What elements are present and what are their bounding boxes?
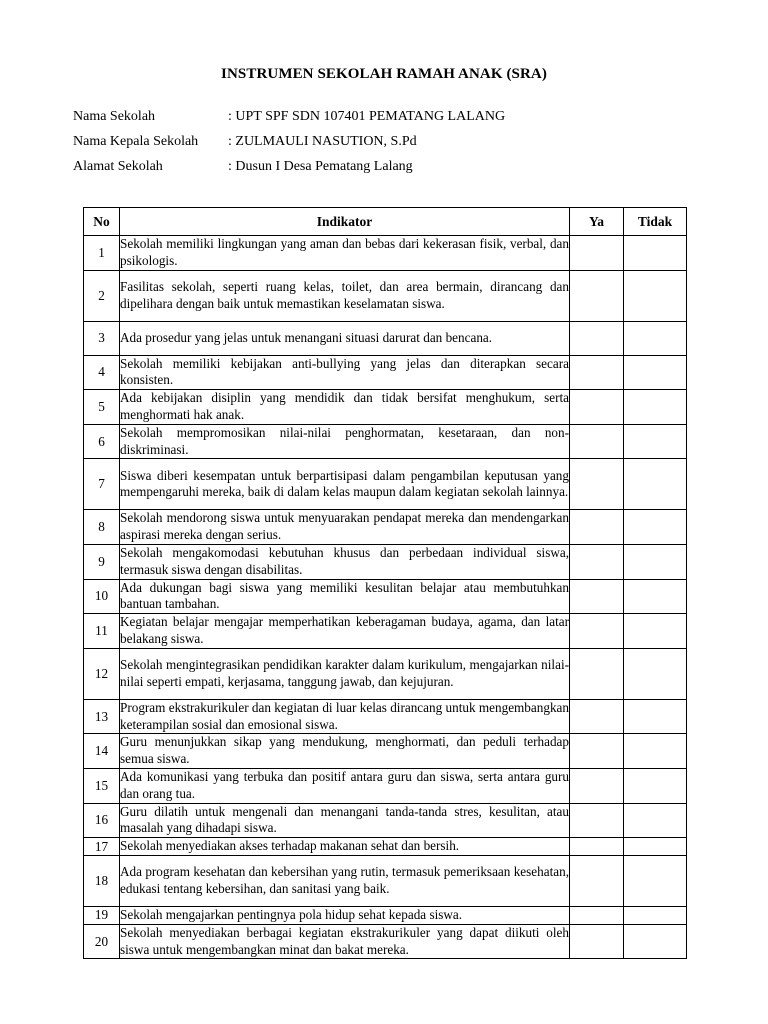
row-number: 18: [84, 855, 120, 906]
row-number: 19: [84, 906, 120, 924]
table-row: [84, 579, 687, 614]
row-indicator: Ada prosedur yang jelas untuk menangani situasi darurat dan bencana.: [120, 321, 570, 355]
tidak-cell[interactable]: [624, 803, 687, 838]
tidak-cell[interactable]: [624, 544, 687, 579]
tidak-cell[interactable]: [624, 321, 687, 355]
column-header-tidak: Tidak: [624, 208, 687, 236]
school-info: [73, 108, 505, 183]
ya-cell[interactable]: [570, 768, 624, 803]
row-indicator: Ada program kesehatan dan kebersihan yang rutin, termasuk pemeriksaan kesehatan, edukasi tentang kebersihan, dan sanitasi yang baik.: [120, 855, 570, 906]
ya-cell[interactable]: [570, 579, 624, 614]
info-label: Nama Sekolah: [73, 109, 156, 124]
row-indicator: Siswa diberi kesempatan untuk berpartisipasi dalam pengambilan keputusan yang mempengaruhi mereka, baik di dalam kelas maupun dalam kegiatan sekolah lainnya.: [120, 459, 570, 510]
tidak-cell[interactable]: [624, 614, 687, 649]
table-row: [84, 855, 687, 906]
info-row-school-name: [73, 108, 505, 133]
row-number: 7: [84, 459, 120, 510]
ya-cell[interactable]: [570, 734, 624, 769]
table-row: [84, 614, 687, 649]
tidak-cell[interactable]: [624, 236, 687, 271]
table-row: [84, 459, 687, 510]
row-indicator: Sekolah menyediakan akses terhadap makanan sehat dan bersih.: [120, 838, 570, 856]
row-number: 13: [84, 699, 120, 734]
row-number: 12: [84, 648, 120, 699]
table-row: [84, 734, 687, 769]
tidak-cell[interactable]: [624, 390, 687, 425]
column-header-indikator: Indikator: [120, 208, 570, 236]
ya-cell[interactable]: [570, 321, 624, 355]
row-indicator: Sekolah mengakomodasi kebutuhan khusus dan perbedaan individual siswa, termasuk siswa dengan disabilitas.: [120, 544, 570, 579]
ya-cell[interactable]: [570, 699, 624, 734]
table-row: [84, 544, 687, 579]
row-indicator: Sekolah mendorong siswa untuk menyuarakan pendapat mereka dan mendengarkan aspirasi mereka dengan serius.: [120, 510, 570, 545]
table-row: [84, 270, 687, 321]
row-number: 17: [84, 838, 120, 856]
tidak-cell[interactable]: [624, 734, 687, 769]
info-label: Nama Kepala Sekolah: [73, 134, 199, 149]
tidak-cell[interactable]: [624, 355, 687, 390]
document-title: INSTRUMEN SEKOLAH RAMAH ANAK (SRA): [221, 66, 547, 82]
table-row: [84, 236, 687, 271]
row-number: 10: [84, 579, 120, 614]
table-row: [84, 424, 687, 459]
row-number: 3: [84, 321, 120, 355]
column-header-no: No: [84, 208, 120, 236]
table-row: [84, 321, 687, 355]
ya-cell[interactable]: [570, 614, 624, 649]
row-indicator: Kegiatan belajar mengajar memperhatikan keberagaman budaya, agama, dan latar belakang siswa.: [120, 614, 570, 649]
ya-cell[interactable]: [570, 544, 624, 579]
ya-cell[interactable]: [570, 390, 624, 425]
table-row: [84, 838, 687, 856]
table-header-row: [84, 208, 687, 236]
info-value: : Dusun I Desa Pematang Lalang: [228, 159, 413, 174]
tidak-cell[interactable]: [624, 579, 687, 614]
row-number: 6: [84, 424, 120, 459]
row-indicator: Sekolah memiliki lingkungan yang aman dan bebas dari kekerasan fisik, verbal, dan psikologis.: [120, 236, 570, 271]
info-value: : ZULMAULI NASUTION, S.Pd: [228, 134, 417, 149]
ya-cell[interactable]: [570, 838, 624, 856]
table-row: [84, 768, 687, 803]
ya-cell[interactable]: [570, 924, 624, 959]
tidak-cell[interactable]: [624, 699, 687, 734]
table-row: [84, 510, 687, 545]
row-indicator: Sekolah mengintegrasikan pendidikan karakter dalam kurikulum, mengajarkan nilai-nilai seperti empati, kerjasama, tanggung jawab, dan kejujuran.: [120, 648, 570, 699]
tidak-cell[interactable]: [624, 768, 687, 803]
ya-cell[interactable]: [570, 424, 624, 459]
row-number: 1: [84, 236, 120, 271]
table-row: [84, 390, 687, 425]
ya-cell[interactable]: [570, 459, 624, 510]
tidak-cell[interactable]: [624, 459, 687, 510]
row-number: 9: [84, 544, 120, 579]
tidak-cell[interactable]: [624, 906, 687, 924]
ya-cell[interactable]: [570, 648, 624, 699]
row-number: 20: [84, 924, 120, 959]
row-number: 14: [84, 734, 120, 769]
tidak-cell[interactable]: [624, 838, 687, 856]
row-number: 16: [84, 803, 120, 838]
tidak-cell[interactable]: [624, 510, 687, 545]
tidak-cell[interactable]: [624, 270, 687, 321]
row-indicator: Program ekstrakurikuler dan kegiatan di luar kelas dirancang untuk mengembangkan keterampilan sosial dan emosional siswa.: [120, 699, 570, 734]
info-value: : UPT SPF SDN 107401 PEMATANG LALANG: [228, 109, 506, 124]
row-indicator: Guru menunjukkan sikap yang mendukung, menghormati, dan peduli terhadap semua siswa.: [120, 734, 570, 769]
row-indicator: Sekolah mempromosikan nilai-nilai penghormatan, kesetaraan, dan non-diskriminasi.: [120, 424, 570, 459]
info-row-principal: [73, 133, 505, 158]
tidak-cell[interactable]: [624, 855, 687, 906]
row-indicator: Ada komunikasi yang terbuka dan positif antara guru dan siswa, serta antara guru dan orang tua.: [120, 768, 570, 803]
ya-cell[interactable]: [570, 855, 624, 906]
row-number: 8: [84, 510, 120, 545]
tidak-cell[interactable]: [624, 924, 687, 959]
info-label: Alamat Sekolah: [73, 159, 163, 174]
ya-cell[interactable]: [570, 906, 624, 924]
table-row: [84, 355, 687, 390]
row-number: 11: [84, 614, 120, 649]
ya-cell[interactable]: [570, 803, 624, 838]
ya-cell[interactable]: [570, 510, 624, 545]
row-number: 15: [84, 768, 120, 803]
row-indicator: Ada kebijakan disiplin yang mendidik dan tidak bersifat menghukum, serta menghormati hak anak.: [120, 390, 570, 425]
table-row: [84, 803, 687, 838]
table-row: [84, 924, 687, 959]
row-number: 5: [84, 390, 120, 425]
row-indicator: Fasilitas sekolah, seperti ruang kelas, toilet, dan area bermain, dirancang dan dipelihara dengan baik untuk memastikan keselamatan siswa.: [120, 270, 570, 321]
ya-cell[interactable]: [570, 355, 624, 390]
tidak-cell[interactable]: [624, 424, 687, 459]
row-indicator: Sekolah mengajarkan pentingnya pola hidup sehat kepada siswa.: [120, 906, 570, 924]
indicator-table: [83, 207, 687, 959]
info-row-address: [73, 158, 505, 183]
table-row: [84, 699, 687, 734]
row-indicator: Ada dukungan bagi siswa yang memiliki kesulitan belajar atau membutuhkan bantuan tambahan.: [120, 579, 570, 614]
row-number: 4: [84, 355, 120, 390]
row-indicator: Sekolah menyediakan berbagai kegiatan ekstrakurikuler yang dapat diikuti oleh siswa untuk mengembangkan minat dan bakat mereka.: [120, 924, 570, 959]
column-header-ya: Ya: [570, 208, 624, 236]
table-row: [84, 906, 687, 924]
row-number: 2: [84, 270, 120, 321]
tidak-cell[interactable]: [624, 648, 687, 699]
table-row: [84, 648, 687, 699]
ya-cell[interactable]: [570, 270, 624, 321]
row-indicator: Guru dilatih untuk mengenali dan menangani tanda-tanda stres, kesulitan, atau masalah yang dihadapi siswa.: [120, 803, 570, 838]
ya-cell[interactable]: [570, 236, 624, 271]
row-indicator: Sekolah memiliki kebijakan anti-bullying yang jelas dan diterapkan secara konsisten.: [120, 355, 570, 390]
